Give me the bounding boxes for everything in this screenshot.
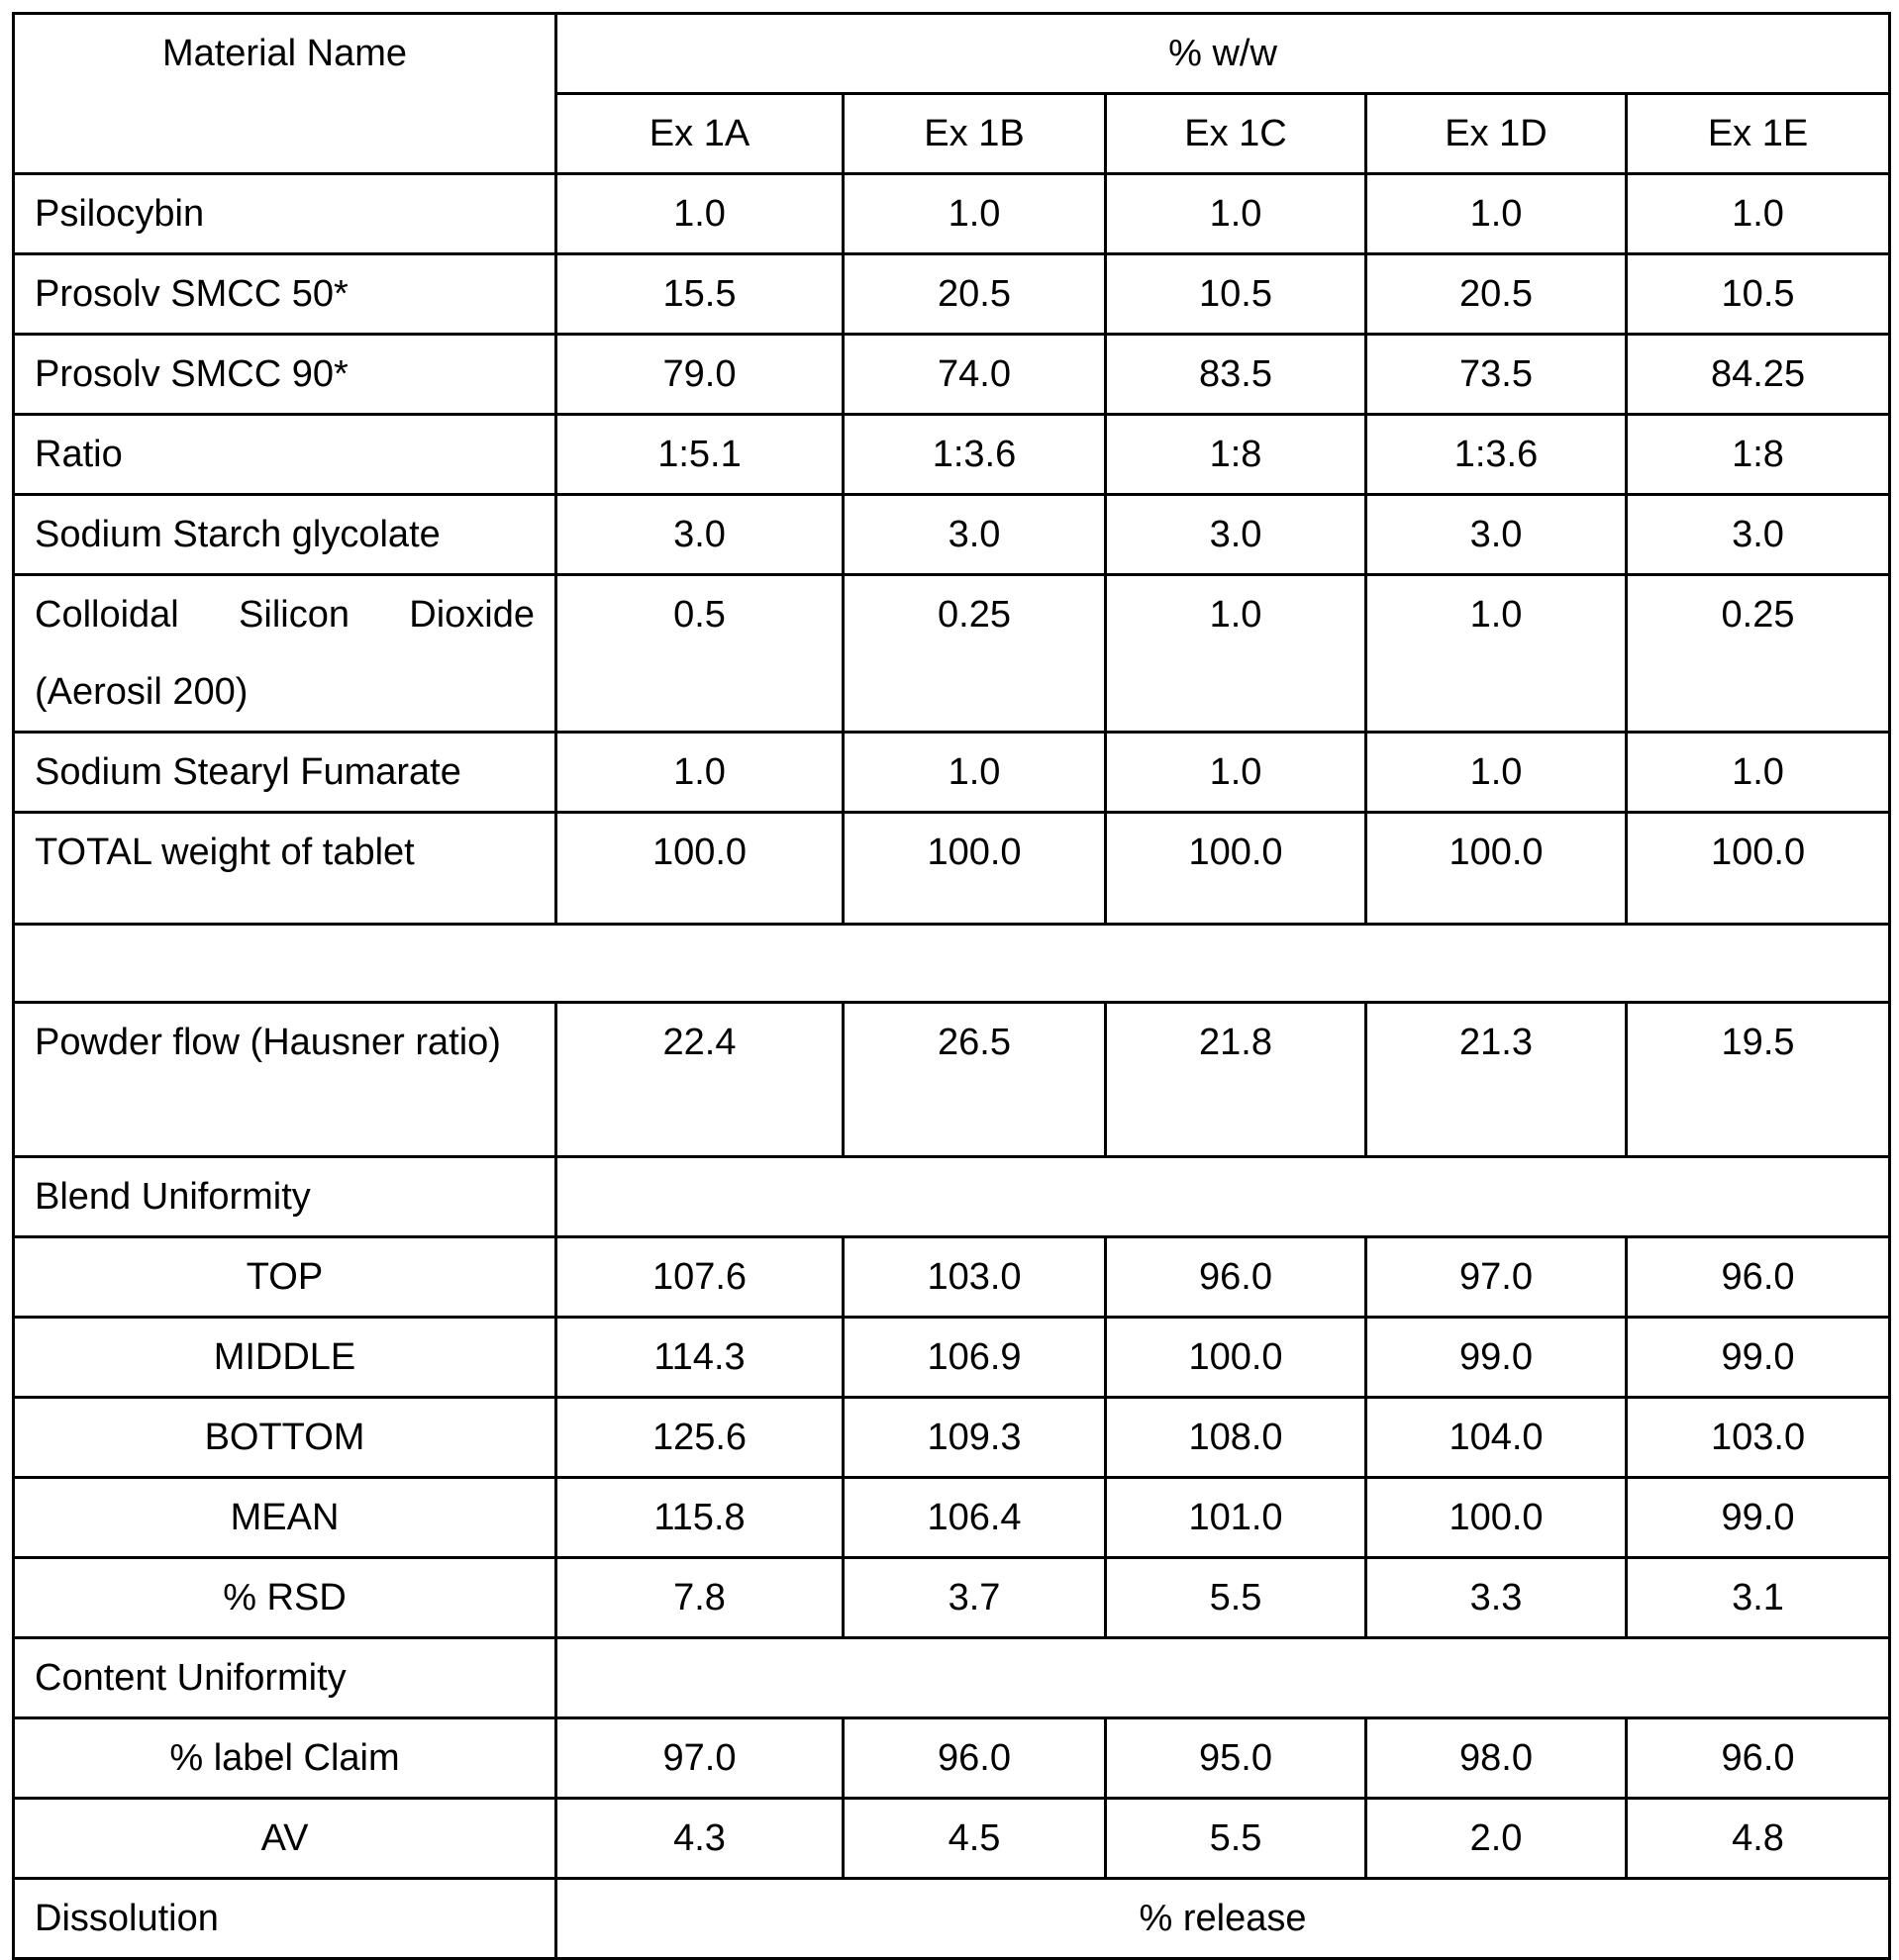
cell: 3.1 (1627, 1558, 1890, 1638)
table-row (14, 1318, 1890, 1398)
cell: 99.0 (1627, 1478, 1890, 1558)
cell: 5.5 (1106, 1558, 1366, 1638)
row-label: Prosolv SMCC 90* (14, 335, 556, 415)
section-label: Dissolution (14, 1879, 556, 1959)
header-column: Ex 1B (844, 94, 1106, 174)
table-row (14, 415, 1890, 495)
cell: 19.5 (1627, 1003, 1890, 1157)
header-row-1 (14, 14, 1890, 94)
table-row (14, 1237, 1890, 1318)
cell: 106.4 (844, 1478, 1106, 1558)
dissolution-unit: % release (556, 1879, 1890, 1959)
table-row (14, 575, 1890, 733)
table-row-total (14, 813, 1890, 925)
table-row (14, 495, 1890, 575)
row-label: MIDDLE (14, 1318, 556, 1398)
row-label: Sodium Stearyl Fumarate (14, 733, 556, 813)
cell: 26.5 (844, 1003, 1106, 1157)
cell: 97.0 (556, 1718, 844, 1799)
table-row (14, 335, 1890, 415)
row-label: Prosolv SMCC 50* (14, 254, 556, 335)
table-row (14, 254, 1890, 335)
cell: 5.5 (1106, 1799, 1366, 1879)
table-row (14, 1398, 1890, 1478)
cell: 0.25 (1627, 575, 1890, 733)
row-label: MEAN (14, 1478, 556, 1558)
cell: 1.0 (844, 174, 1106, 254)
cell: 10.5 (1106, 254, 1366, 335)
cell: 0.25 (844, 575, 1106, 733)
row-label: % RSD (14, 1558, 556, 1638)
cell: 74.0 (844, 335, 1106, 415)
cell: 3.0 (844, 495, 1106, 575)
formulation-table (12, 12, 1891, 1960)
cell: 99.0 (1366, 1318, 1627, 1398)
cell: 21.3 (1366, 1003, 1627, 1157)
row-label: Powder flow (Hausner ratio) (14, 1003, 556, 1157)
row-label: Colloidal Silicon Dioxide (Aerosil 200) (14, 575, 556, 733)
cell: 1.0 (556, 174, 844, 254)
header-column: Ex 1A (556, 94, 844, 174)
cell: 96.0 (1627, 1718, 1890, 1799)
section-label: Blend Uniformity (14, 1157, 556, 1237)
row-label: AV (14, 1799, 556, 1879)
cell: 106.9 (844, 1318, 1106, 1398)
cell: 100.0 (1106, 813, 1366, 925)
cell: 21.8 (1106, 1003, 1366, 1157)
cell: 114.3 (556, 1318, 844, 1398)
cell: 95.0 (1106, 1718, 1366, 1799)
cell: 15.5 (556, 254, 844, 335)
cell: 1:5.1 (556, 415, 844, 495)
section-row-blend-uniformity (14, 1157, 1890, 1237)
cell: 84.25 (1627, 335, 1890, 415)
cell: 79.0 (556, 335, 844, 415)
cell: 1.0 (1106, 575, 1366, 733)
cell: 96.0 (1627, 1237, 1890, 1318)
cell: 103.0 (1627, 1398, 1890, 1478)
header-column: Ex 1E (1627, 94, 1890, 174)
cell: 1.0 (556, 733, 844, 813)
row-label: Psilocybin (14, 174, 556, 254)
cell: 2.0 (1366, 1799, 1627, 1879)
cell: 1.0 (1106, 733, 1366, 813)
table-row-powder-flow (14, 1003, 1890, 1157)
header-column: Ex 1C (1106, 94, 1366, 174)
empty-cell (556, 1638, 1890, 1718)
cell: 4.8 (1627, 1799, 1890, 1879)
cell: 99.0 (1627, 1318, 1890, 1398)
cell: 100.0 (1627, 813, 1890, 925)
cell: 3.0 (1627, 495, 1890, 575)
cell: 83.5 (1106, 335, 1366, 415)
cell: 1:3.6 (844, 415, 1106, 495)
cell: 10.5 (1627, 254, 1890, 335)
cell: 108.0 (1106, 1398, 1366, 1478)
cell: 1.0 (1366, 174, 1627, 254)
empty-cell (556, 1157, 1890, 1237)
cell: 125.6 (556, 1398, 844, 1478)
cell: 22.4 (556, 1003, 844, 1157)
cell: 104.0 (1366, 1398, 1627, 1478)
cell: 3.3 (1366, 1558, 1627, 1638)
cell: 109.3 (844, 1398, 1106, 1478)
cell: 1.0 (844, 733, 1106, 813)
cell: 1.0 (1366, 575, 1627, 733)
cell: 7.8 (556, 1558, 844, 1638)
row-label: Sodium Starch glycolate (14, 495, 556, 575)
table-row (14, 1478, 1890, 1558)
cell: 3.7 (844, 1558, 1106, 1638)
section-row-content-uniformity (14, 1638, 1890, 1718)
cell: 103.0 (844, 1237, 1106, 1318)
cell: 3.0 (1366, 495, 1627, 575)
header-group-label: % w/w (556, 14, 1890, 94)
cell: 20.5 (1366, 254, 1627, 335)
row-label: TOP (14, 1237, 556, 1318)
cell: 0.5 (556, 575, 844, 733)
cell: 107.6 (556, 1237, 844, 1318)
empty-spacer-cell (14, 925, 1890, 1003)
cell: 100.0 (1366, 1478, 1627, 1558)
cell: 115.8 (556, 1478, 844, 1558)
row-label: TOTAL weight of tablet (14, 813, 556, 925)
cell: 20.5 (844, 254, 1106, 335)
cell: 1:8 (1106, 415, 1366, 495)
cell: 1:3.6 (1366, 415, 1627, 495)
cell: 100.0 (1366, 813, 1627, 925)
section-label: Content Uniformity (14, 1638, 556, 1718)
cell: 1.0 (1366, 733, 1627, 813)
header-column: Ex 1D (1366, 94, 1627, 174)
cell: 3.0 (556, 495, 844, 575)
cell: 96.0 (844, 1718, 1106, 1799)
cell: 3.0 (1106, 495, 1366, 575)
cell: 97.0 (1366, 1237, 1627, 1318)
table-row (14, 1558, 1890, 1638)
cell: 1.0 (1106, 174, 1366, 254)
header-material-name: Material Name (14, 14, 556, 174)
row-label: % label Claim (14, 1718, 556, 1799)
spacer-row (14, 925, 1890, 1003)
cell: 4.5 (844, 1799, 1106, 1879)
cell: 1.0 (1627, 733, 1890, 813)
row-label: BOTTOM (14, 1398, 556, 1478)
cell: 96.0 (1106, 1237, 1366, 1318)
table-row (14, 1718, 1890, 1799)
cell: 100.0 (556, 813, 844, 925)
cell: 1:8 (1627, 415, 1890, 495)
row-label: Ratio (14, 415, 556, 495)
cell: 100.0 (844, 813, 1106, 925)
cell: 73.5 (1366, 335, 1627, 415)
section-row-dissolution (14, 1879, 1890, 1959)
cell: 100.0 (1106, 1318, 1366, 1398)
cell: 4.3 (556, 1799, 844, 1879)
cell: 1.0 (1627, 174, 1890, 254)
cell: 101.0 (1106, 1478, 1366, 1558)
table-row (14, 1799, 1890, 1879)
cell: 98.0 (1366, 1718, 1627, 1799)
table-row (14, 733, 1890, 813)
table-row (14, 174, 1890, 254)
